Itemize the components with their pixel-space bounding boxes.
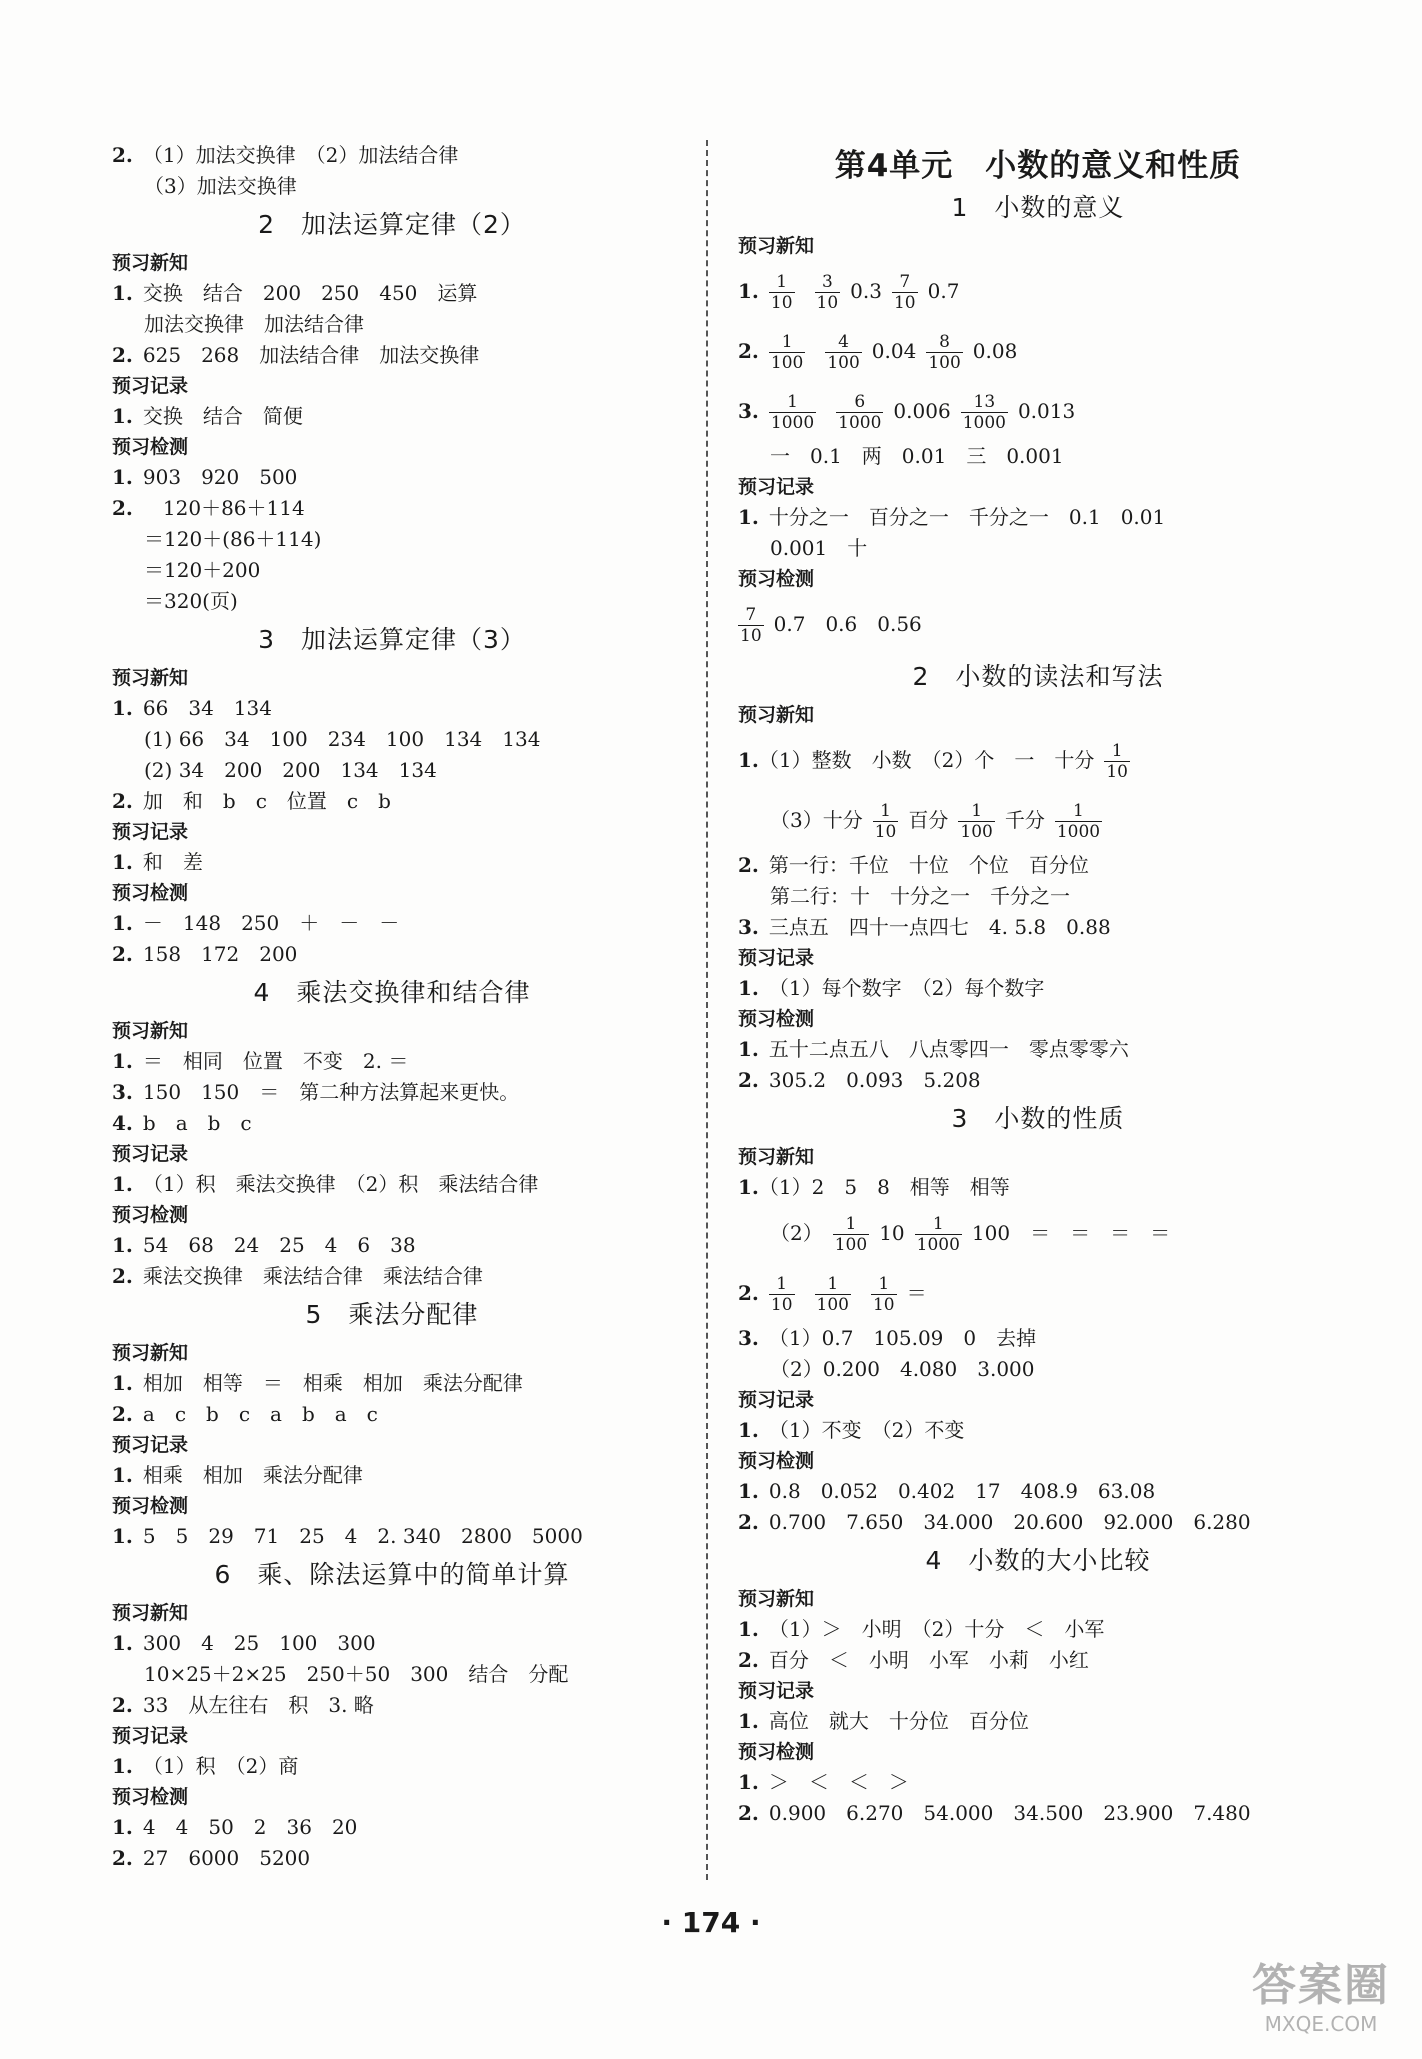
record-lines: [738, 1415, 1338, 1446]
answer-line: [112, 1751, 672, 1782]
answer-text: b a b c: [142, 1111, 252, 1135]
answer-line: [738, 1172, 1338, 1203]
answer-text: 1: [769, 272, 795, 293]
question-number: 1.: [112, 281, 133, 305]
answer-text: 1: [815, 1274, 851, 1295]
answer-text: 交换 结合 简便: [142, 404, 303, 428]
answer-text: 1000: [838, 413, 882, 433]
answer-text: 10: [816, 293, 839, 313]
question-number: 2.: [738, 1801, 759, 1825]
answer-text: 1: [769, 1274, 795, 1295]
answer-text: ＝ 相同 位置 不变 2. ＝: [142, 1049, 409, 1073]
subheading: 预习记录: [112, 821, 189, 843]
question-number: 2.: [112, 942, 133, 966]
subheading: 预习记录: [738, 1680, 815, 1702]
question-number: 1.: [738, 1175, 759, 1199]
answer-text: ＝120＋(86＋114): [144, 527, 322, 551]
answer-line: [112, 278, 672, 309]
answer-line: [112, 1690, 672, 1721]
answer-line: [112, 1169, 672, 1200]
answer-text: 0.3: [850, 279, 882, 303]
question-number: 3.: [738, 399, 759, 423]
answer-text: 0.7: [927, 279, 960, 303]
fraction: [1055, 801, 1102, 842]
answer-text: 10: [770, 293, 793, 313]
answer-line: [112, 555, 672, 586]
answer-line: [112, 1368, 672, 1399]
answer-text: 0.006: [893, 399, 951, 423]
answer-line: [112, 1108, 672, 1139]
answer-line: [738, 1507, 1338, 1538]
answer-line: [112, 1659, 672, 1690]
section-2-addition-laws: [112, 206, 672, 617]
answer-text: 0.8 0.052 0.402 17 408.9 63.08: [768, 1479, 1156, 1503]
subheading: 预习新知: [738, 704, 815, 726]
question-number: 2.: [112, 1402, 133, 1426]
fraction: [1104, 741, 1130, 782]
fraction: [961, 392, 1008, 433]
answer-line: [738, 850, 1338, 881]
answer-text: 33 从左往右 积 3. 略: [142, 1693, 374, 1717]
check-lines: [738, 1767, 1338, 1829]
question-number: 2.: [738, 1281, 759, 1305]
answer-line: [738, 1645, 1338, 1676]
answer-text: 7: [738, 605, 764, 626]
answer-text: 100: [770, 353, 804, 373]
answer-text: － 148 250 ＋ － －: [142, 911, 400, 935]
answer-line: [738, 1323, 1338, 1354]
question-number: 1.: [112, 1172, 133, 1196]
answer-text: 10: [874, 822, 897, 842]
answer-line: [738, 502, 1338, 533]
answer-text: 1: [958, 801, 994, 822]
section-1-decimal-meaning: [738, 189, 1338, 654]
answer-line: [738, 1034, 1338, 1065]
answer-text: 10: [879, 1221, 905, 1245]
answer-text: 100: [834, 1235, 868, 1255]
subheading: 预习检测: [738, 1741, 815, 1763]
section-title: 3 小数的性质: [951, 1104, 1125, 1133]
subheading: 预习检测: [112, 1495, 189, 1517]
answer-line: [112, 524, 672, 555]
answer-line: [738, 881, 1338, 912]
question-number: 1.: [112, 404, 133, 428]
question-number: 1.: [112, 1754, 133, 1778]
record-lines: [738, 502, 1338, 564]
answer-text: 第一行：千位 十位 个位 百分位: [768, 853, 1089, 877]
answer-text: 4: [825, 332, 861, 353]
answer-line: [112, 140, 672, 171]
section-5-distributive-law: [112, 1296, 672, 1552]
answer-text: 相加 相等 ＝ 相乘 相加 乘法分配律: [142, 1371, 523, 1395]
watermark-logo: [1236, 1959, 1406, 2049]
question-number: 1.: [738, 1770, 759, 1794]
question-number: 1.: [738, 505, 759, 529]
answer-line: [738, 912, 1338, 943]
question-number: 1.: [112, 696, 133, 720]
answer-text: 交换 结合 200 250 450 运算: [142, 281, 478, 305]
answer-text: 10: [1106, 762, 1128, 782]
answer-line: [738, 1354, 1338, 1385]
answer-text: （2）0.200 4.080 3.000: [770, 1357, 1035, 1381]
answer-line: [112, 755, 672, 786]
answer-line: [738, 381, 1338, 441]
question-number: 1.: [738, 279, 759, 303]
answer-text: 10: [740, 626, 762, 646]
answer-line: [112, 1812, 672, 1843]
fraction: [833, 1214, 869, 1255]
question-number: 2.: [738, 339, 759, 363]
subheading: 预习记录: [738, 476, 815, 498]
answer-line: [112, 401, 672, 432]
subheading: 预习检测: [738, 1450, 815, 1472]
answer-text: 十分之一 百分之一 千分之一 0.1 0.01: [768, 505, 1166, 529]
section-title: 3 加法运算定律（3）: [258, 625, 526, 654]
answer-text: 10×25＋2×25 250＋50 300 结合 分配: [144, 1662, 569, 1686]
answer-line: [112, 1261, 672, 1292]
answer-text: 903 920 500: [142, 465, 298, 489]
new-knowledge-lines: [738, 1323, 1338, 1385]
section-title: 5 乘法分配律: [305, 1300, 479, 1329]
answer-text: 0.700 7.650 34.000 20.600 92.000 6.280: [768, 1510, 1251, 1534]
answer-text: ＝320(页): [144, 589, 238, 613]
question-number: 3.: [738, 1326, 759, 1350]
answer-line: [112, 1046, 672, 1077]
answer-text: 三点五 四十一点四七 4. 5.8 0.88: [768, 915, 1111, 939]
subheading: 预习新知: [112, 1020, 189, 1042]
answer-text: 相乘 相加 乘法分配律: [142, 1463, 363, 1487]
question-number: 2.: [112, 143, 133, 167]
answer-text: 305.2 0.093 5.208: [768, 1068, 981, 1092]
section-title: 1 小数的意义: [951, 193, 1125, 222]
record-lines: [738, 1706, 1338, 1737]
answer-text: 54 68 24 25 4 6 38: [142, 1233, 416, 1257]
answer-text: （1）积 （2）商: [142, 1754, 299, 1778]
question-number: 2.: [112, 496, 133, 520]
answer-text: 0.08: [972, 339, 1018, 363]
answer-text: 百分: [908, 808, 949, 832]
answer-text: （3）十分: [770, 808, 863, 832]
answer-text: 625 268 加法结合律 加法交换律: [142, 343, 480, 367]
answer-text: 1: [769, 392, 816, 413]
question-number: 1.: [112, 1631, 133, 1655]
answer-text: 乘法交换律 乘法结合律 乘法结合律: [142, 1264, 483, 1288]
watermark-url: MXQE.COM: [1264, 2012, 1378, 2036]
subheading: 预习新知: [112, 1342, 189, 1364]
question-number: 1.: [738, 1479, 759, 1503]
subheading: 预习记录: [112, 1434, 189, 1456]
answer-text: 5 5 29 71 25 4 2. 340 2800 5000: [142, 1524, 583, 1548]
subheading: 预习新知: [738, 1146, 815, 1168]
answer-text: （1）0.7 105.09 0 去掉: [768, 1326, 1037, 1350]
section-4-decimal-comparison: [738, 1542, 1338, 1829]
answer-text: （1）整数 小数 （2）个 一 十分: [758, 748, 1095, 772]
answer-text: （1）2 5 8 相等 相等: [758, 1175, 1010, 1199]
subheading: 预习检测: [112, 1786, 189, 1808]
answer-line: [112, 693, 672, 724]
question-number: 1.: [738, 1617, 759, 1641]
answer-line: [112, 586, 672, 617]
question-number: 1.: [112, 465, 133, 489]
fraction: [815, 1274, 851, 1315]
question-number: 2.: [738, 1068, 759, 1092]
section-4-multiplication-laws: [112, 974, 672, 1292]
answer-text: 1: [833, 1214, 869, 1235]
answer-text: （1）每个数字 （2）每个数字: [768, 976, 1045, 1000]
question-number: 4.: [112, 1111, 133, 1135]
answer-text: 13: [961, 392, 1008, 413]
answer-line: [738, 321, 1338, 381]
answer-line: [738, 730, 1338, 790]
fraction: [926, 332, 962, 373]
answer-line: [738, 1706, 1338, 1737]
answer-line: [112, 340, 672, 371]
section-3-decimal-properties: [738, 1100, 1338, 1538]
answer-text: 1: [873, 801, 899, 822]
answer-text: 加法交换律 加法结合律: [144, 312, 364, 336]
answer-text: 100: [960, 822, 993, 842]
answer-line: [738, 1415, 1338, 1446]
fraction: [815, 272, 841, 313]
answer-text: 1000: [770, 413, 815, 433]
question-number: 2.: [112, 789, 133, 813]
answer-line: [738, 594, 1338, 654]
answer-line: [112, 1399, 672, 1430]
question-number: 1.: [738, 976, 759, 1000]
section-title: 4 乘法交换律和结合律: [253, 978, 531, 1007]
answer-text: （2）: [770, 1221, 823, 1245]
question-number: 2.: [112, 1693, 133, 1717]
answer-text: a c b c a b a c: [142, 1402, 378, 1426]
answer-text: ＞ ＜ ＜ ＞: [768, 1770, 909, 1794]
answer-text: 0.04: [871, 339, 917, 363]
question-number: 1.: [112, 911, 133, 935]
question-number: 1.: [112, 1524, 133, 1548]
question-number: 2.: [738, 1510, 759, 1534]
answer-line: [112, 309, 672, 340]
subheading: 预习记录: [112, 1143, 189, 1165]
column-divider: [706, 140, 708, 1880]
answer-text: 100: [827, 353, 860, 373]
answer-text: 100 ＝ ＝ ＝ ＝: [971, 1221, 1171, 1245]
fraction: [836, 392, 883, 433]
question-number: 2.: [738, 853, 759, 877]
question-number: 3.: [112, 1080, 133, 1104]
answer-line: [738, 1767, 1338, 1798]
question-number: 1.: [112, 1049, 133, 1073]
answer-line: [112, 1521, 672, 1552]
new-knowledge-lines: [738, 1614, 1338, 1676]
answer-text: (1) 66 34 100 234 100 134 134: [144, 727, 541, 751]
answer-line: [112, 939, 672, 970]
subheading: 预习记录: [738, 1389, 815, 1411]
answer-line: [738, 1614, 1338, 1645]
fraction: [873, 801, 899, 842]
answer-text: ＝: [906, 1281, 927, 1305]
answer-text: 3: [815, 272, 841, 293]
answer-text: 100: [816, 1295, 849, 1315]
answer-line: [112, 786, 672, 817]
answer-line: [112, 724, 672, 755]
answer-text: 1: [1104, 741, 1130, 762]
subheading: 预习新知: [112, 1602, 189, 1624]
answer-text: 300 4 25 100 300: [142, 1631, 376, 1655]
watermark-text: 答案圈: [1252, 1960, 1390, 2011]
right-column: [738, 140, 1338, 1829]
answer-line: [738, 261, 1338, 321]
fraction: [769, 272, 795, 313]
fraction: [738, 605, 764, 646]
subheading: 预习新知: [112, 667, 189, 689]
answer-text: 6: [836, 392, 883, 413]
answer-text: （1）不变 （2）不变: [768, 1418, 965, 1442]
answer-text: 第二行：十 十分之一 千分之一: [770, 884, 1070, 908]
section-2-decimal-reading: [738, 658, 1338, 1096]
answer-line: [112, 1230, 672, 1261]
subheading: 预习检测: [738, 568, 815, 590]
answer-text: 8: [926, 332, 962, 353]
subheading: 预习检测: [112, 882, 189, 904]
question-number: 1.: [738, 1418, 759, 1442]
answer-text: 五十二点五八 八点零四一 零点零零六: [768, 1037, 1129, 1061]
fraction: [892, 272, 918, 313]
answer-text: （1）积 乘法交换律 （2）积 乘法结合律: [142, 1172, 539, 1196]
question-number: 1.: [112, 1371, 133, 1395]
answer-text: 1: [871, 1274, 897, 1295]
answer-line: [738, 973, 1338, 1004]
answer-line: [112, 847, 672, 878]
check-lines: [738, 1034, 1338, 1096]
new-knowledge-lines: [738, 850, 1338, 943]
answer-text: 0.900 6.270 54.000 34.500 23.900 7.480: [768, 1801, 1251, 1825]
answer-line: [738, 790, 1338, 850]
question-number: 1.: [112, 850, 133, 874]
subheading: 预习新知: [738, 1588, 815, 1610]
subheading: 预习记录: [738, 947, 815, 969]
answer-line: [112, 1843, 672, 1874]
question-number: 2.: [112, 343, 133, 367]
answer-text: 10: [872, 1295, 895, 1315]
answer-line: [112, 493, 672, 524]
answer-text: 1000: [962, 413, 1006, 433]
answer-text: （3）加法交换律: [144, 174, 297, 198]
answer-text: (2) 34 200 200 134 134: [144, 758, 437, 782]
answer-text: 27 6000 5200: [142, 1846, 311, 1870]
answer-text: 7: [892, 272, 918, 293]
answer-text: 100: [928, 353, 961, 373]
answer-line: [738, 1263, 1338, 1323]
answer-text: 150 150 ＝ 第二种方法算起来更快。: [142, 1080, 520, 1104]
answer-line: 一 0.1 两 0.01 三 0.001: [770, 444, 1064, 468]
subheading: 预习检测: [112, 1204, 189, 1226]
answer-text: 1: [769, 332, 805, 353]
answer-text: 1: [915, 1214, 962, 1235]
answer-text: 0.001 十: [770, 536, 868, 560]
fraction: [769, 392, 816, 433]
section-title: 2 小数的读法和写法: [912, 662, 1164, 691]
answer-text: 4 4 50 2 36 20: [142, 1815, 358, 1839]
answer-line: [738, 1065, 1338, 1096]
answer-line: [112, 171, 672, 202]
subheading: 预习检测: [738, 1008, 815, 1030]
answer-text: 百分 ＜ 小明 小军 小莉 小红: [768, 1648, 1089, 1672]
answer-line: [738, 533, 1338, 564]
page-number: · 174 ·: [661, 1906, 761, 1939]
record-lines: [738, 973, 1338, 1004]
answer-text: 66 34 134: [142, 696, 272, 720]
section-title: 4 小数的大小比较: [925, 1546, 1151, 1575]
answer-line: [112, 1077, 672, 1108]
question-number: 1.: [112, 1815, 133, 1839]
answer-text: ＝120＋200: [144, 558, 261, 582]
answer-line: [112, 462, 672, 493]
subheading: 预习新知: [738, 235, 815, 257]
answer-line: [738, 1476, 1338, 1507]
fraction: [769, 332, 805, 373]
answer-text: 和 差: [142, 850, 203, 874]
section-6-simple-calculation: [112, 1556, 672, 1874]
fraction: [915, 1214, 962, 1255]
subheading: 预习检测: [112, 436, 189, 458]
answer-text: 千分: [1004, 808, 1045, 832]
answer-text: 158 172 200: [142, 942, 298, 966]
question-number: 1.: [112, 1233, 133, 1257]
subheading: 预习新知: [112, 252, 189, 274]
answer-line: [112, 1628, 672, 1659]
answer-text: 10: [893, 293, 916, 313]
question-number: 1.: [738, 1709, 759, 1733]
section-3-addition-laws: [112, 621, 672, 970]
subheading: 预习记录: [112, 375, 189, 397]
question-number: 1.: [112, 1463, 133, 1487]
answer-text: 高位 就大 十分位 百分位: [768, 1709, 1029, 1733]
question-number: 1.: [738, 1037, 759, 1061]
question-number: 2.: [738, 1648, 759, 1672]
subheading: 预习记录: [112, 1725, 189, 1747]
answer-text: 1000: [1056, 822, 1101, 842]
section-title: 2 加法运算定律（2）: [258, 210, 526, 239]
question-number: 3.: [738, 915, 759, 939]
answer-text: 1: [1055, 801, 1102, 822]
fraction: [958, 801, 994, 842]
question-number: 2.: [112, 1264, 133, 1288]
fraction: [871, 1274, 897, 1315]
section-title: 6 乘、除法运算中的简单计算: [214, 1560, 570, 1589]
left-column: [112, 140, 672, 1874]
fraction: [769, 1274, 795, 1315]
question-number: 1.: [738, 748, 759, 772]
answer-text: 1000: [916, 1235, 960, 1255]
question-number: 2.: [112, 1846, 133, 1870]
answer-line: [738, 1798, 1338, 1829]
answer-text: 120＋86＋114: [142, 496, 305, 520]
answer-line: [738, 1203, 1338, 1263]
check-lines: [738, 1476, 1338, 1538]
fraction: [825, 332, 861, 373]
answer-text: 加 和 b c 位置 c b: [142, 789, 391, 813]
answer-text: 0.013: [1017, 399, 1076, 423]
answer-line: [112, 1460, 672, 1491]
answer-text: 0.7 0.6 0.56: [773, 612, 922, 636]
unit-title: 第4单元 小数的意义和性质: [834, 148, 1242, 184]
answers-continued: [112, 140, 672, 202]
answer-text: 10: [770, 1295, 793, 1315]
answer-text: （1）＞ 小明 （2）十分 ＜ 小军: [768, 1617, 1105, 1641]
answer-text: （1）加法交换律 （2）加法结合律: [142, 143, 459, 167]
answer-line: [112, 908, 672, 939]
